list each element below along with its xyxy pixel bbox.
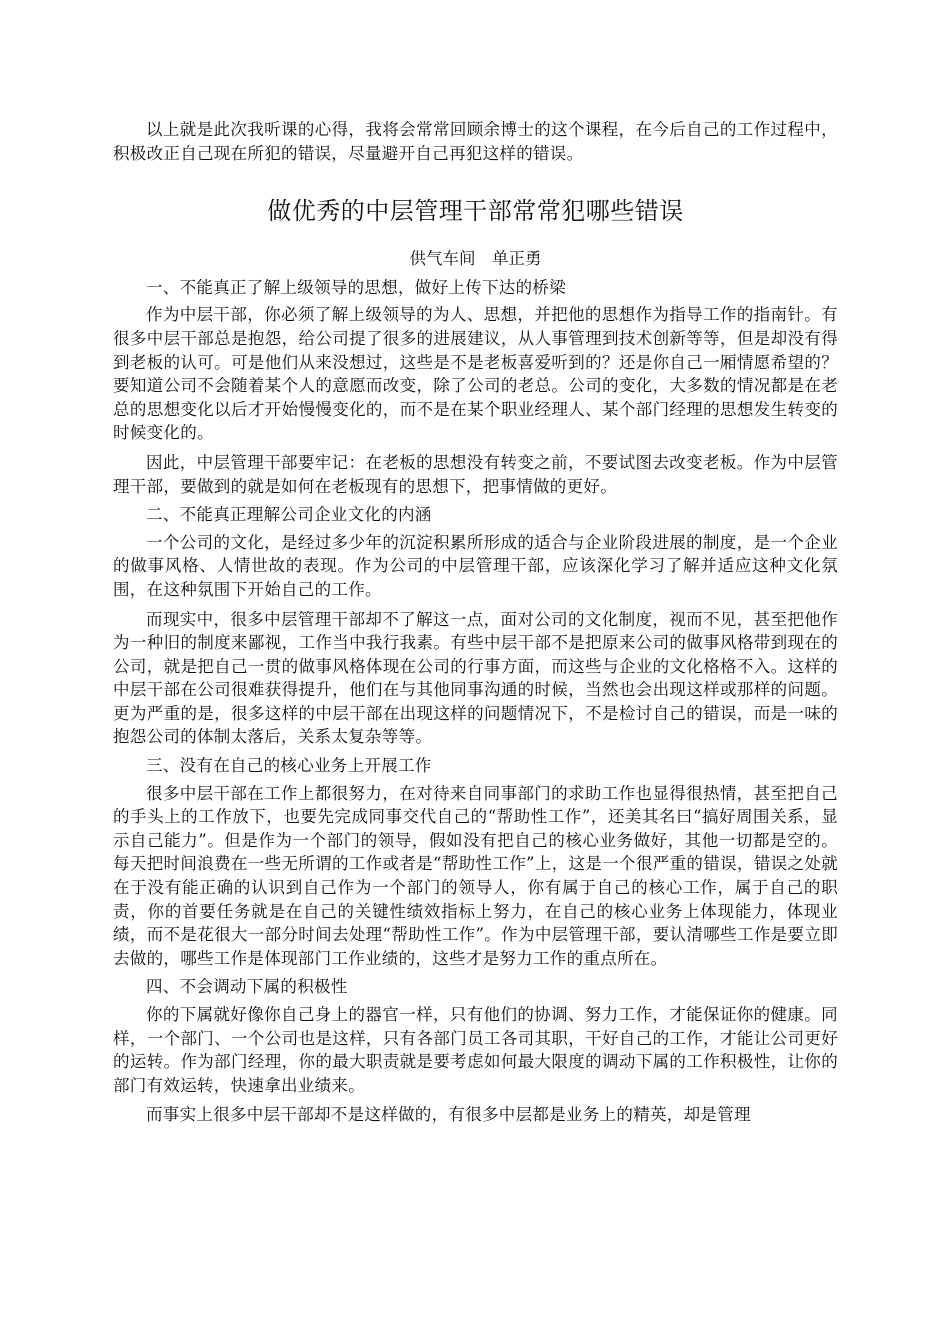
article-author: 供气车间 单正勇 (409, 249, 542, 269)
section-2-paragraph-1: 一个公司的文化，是经过多少年的沉淀积累所形成的适合与企业阶段进展的制度，是一个企业的做事风格、人情世故的表现。作为公司的中层管理干部，应该深化学习了解并适应这种文化氛围，在这种氛围下开始自己的工作。 (113, 532, 838, 599)
section-heading-4: 四、不会调动下属的积极性 (146, 977, 348, 997)
section-2-paragraph-2: 而现实中，很多中层管理干部却不了解这一点，面对公司的文化制度，视而不见，甚至把他作为一种旧的制度来鄙视，工作当中我行我素。有些中层干部不是把原来公司的做事风格带到现在的公司，就是把自己一贯的做事风格体现在公司的行事方面，而这些与企业的文化格格不入。这样的中层干部在公司很难获得提升，他们在与其他同事沟通的时候，当然也会出现这样或那样的问题。更为严重的是，很多这样的中层干部在出现这样的问题情况下，不是检讨自己的错误，而是一味的抱怨公司的体制太落后，关系太复杂等等。 (113, 609, 838, 747)
section-4-paragraph-1: 你的下属就好像你自己身上的器官一样，只有他们的协调、努力工作，才能保证你的健康。同样，一个部门、一个公司也是这样，只有各部门员工各司其职，干好自己的工作，才能让公司更好的运转。作为部门经理，你的最大职责就是要考虑如何最大限度的调动下属的工作积极性，让你的部门有效运转，快速拿出业绩来。 (113, 1005, 838, 1095)
section-3-paragraph-1: 很多中层干部在工作上都很努力，在对待来自同事部门的求助工作也显得很热情，甚至把自己的手头上的工作放下，也要先完成同事交代自己的“帮助性工作”，还美其名曰“搞好周围关系，显示自己能力”。但是作为一个部门的领导，假如没有把自己的核心业务做好，其他一切都是空的。每天把时间浪费在一些无所谓的工作或者是“帮助性工作”上，这是一个很严重的错误，错误之处就在于没有能正确的认识到自己作为一个部门的领导人，你有属于自己的核心工作，属于自己的职责，你的首要任务就是在自己的关键性绩效指标上努力，在自己的核心业务上体现能力，体现业绩，而不是花很大一部分时间去处理“帮助性工作”。作为中层管理干部，要认清哪些工作是要立即去做的，哪些工作是体现部门工作业绩的，这些才是努力工作的重点所在。 (113, 783, 838, 968)
section-heading-1: 一、不能真正了解上级领导的思想，做好上传下达的桥梁 (146, 277, 566, 297)
section-1-paragraph-1: 作为中层干部，你必须了解上级领导的为人、思想，并把他的思想作为指导工作的指南针。有很多中层干部总是抱怨，给公司提了很多的进展建议，从人事管理到技术创新等等，但是却没有得到老板的认可。可是他们从来没想过，这些是不是老板喜爱听到的？还是你自己一厢情愿希望的？要知道公司不会随着某个人的意愿而改变，除了公司的老总。公司的变化，大多数的情况都是在老总的思想变化以后才开始慢慢变化的，而不是在某个职业经理人、某个部门经理的思想发生转变的时候变化的。 (113, 305, 838, 443)
section-heading-3: 三、没有在自己的核心业务上开展工作 (146, 756, 432, 776)
article-title: 做优秀的中层管理干部常常犯哪些错误 (267, 197, 684, 226)
intro-paragraph: 以上就是此次我听课的心得，我将会常常回顾余博士的这个课程，在今后自己的工作过程中，积极改正自己现在所犯的错误，尽量避开自己再犯这样的错误。 (113, 120, 838, 163)
section-heading-2: 二、不能真正理解公司企业文化的内涵 (146, 505, 432, 525)
section-1-paragraph-2: 因此，中层管理干部要牢记：在老板的思想没有转变之前，不要试图去改变老板。作为中层管理干部，要做到的就是如何在老板现有的思想下，把事情做的更好。 (113, 452, 838, 496)
document-page (113, 118, 838, 1127)
section-4-paragraph-2: 而事实上很多中层干部却不是这样做的，有很多中层都是业务上的精英，却是管理 (146, 1105, 751, 1125)
